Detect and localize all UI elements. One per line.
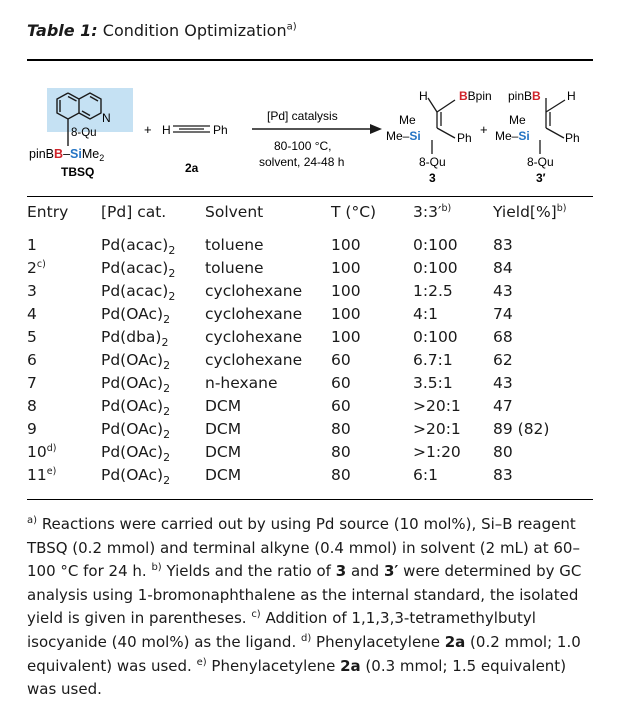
cell-entry: 6	[27, 350, 37, 369]
cell-entry: 9	[27, 419, 37, 438]
plus-sign-2: +	[480, 122, 488, 137]
table-row	[27, 279, 593, 302]
p3-ph: Ph	[457, 131, 472, 145]
reaction-scheme	[27, 68, 593, 188]
cell-solvent: DCM	[205, 465, 242, 484]
product-3-prime	[495, 89, 580, 185]
cell-ratio: 6.7:1	[413, 350, 453, 369]
p3p-qu: 8-Qu	[527, 155, 554, 169]
cell-catalyst: $Pd(OAc)_2$	[101, 350, 171, 372]
p3p-me-top: Me	[509, 113, 526, 127]
top-rule	[27, 59, 593, 61]
cell-ratio: 0:100	[413, 235, 458, 254]
cell-catalyst: $Pd(dba)_2$	[101, 327, 169, 349]
quinoline-n: N	[102, 111, 111, 125]
footnotes	[27, 513, 593, 702]
alkyne-ph: Ph	[213, 123, 228, 137]
table-row	[27, 463, 593, 486]
cell-ratio: >20:1	[413, 419, 461, 438]
reagent-label: TBSQ	[61, 165, 95, 179]
plus-sign-1: +	[144, 122, 152, 137]
header-catalyst: [Pd] cat.	[101, 203, 167, 221]
cell-yield: 83	[493, 465, 513, 484]
footnote-b: Yields and the ratio of 3 and 3′ were determined by GC analysis using 1-bromonaphthalene as the internal standard, the isolated yield is given in parentheses.	[27, 562, 582, 628]
alkyne-h: H	[162, 123, 171, 137]
table-caption	[27, 21, 297, 40]
cell-catalyst: $Pd(acac)_2$	[101, 281, 176, 303]
cell-solvent: DCM	[205, 419, 242, 438]
arrow-bottom-text-2: solvent, 24-48 h	[259, 155, 345, 169]
reagent-formula: pinBB–SiMe$_2$	[29, 147, 105, 163]
cell-temperature: 100	[331, 327, 361, 346]
p3-label: 3	[429, 171, 436, 185]
cell-entry: 5	[27, 327, 37, 346]
cell-temperature: 100	[331, 304, 361, 323]
table-row	[27, 224, 593, 256]
cell-solvent: cyclohexane	[205, 350, 303, 369]
header-entry: Entry	[27, 203, 69, 221]
cell-ratio: >1:20	[413, 442, 461, 461]
footnote-a-mark: a)	[27, 515, 38, 526]
cell-yield: 62	[493, 350, 513, 369]
cell-temperature: 80	[331, 442, 351, 461]
cell-solvent: cyclohexane	[205, 281, 303, 300]
alkyne-label: 2a	[185, 161, 199, 175]
quinoline-8qu: 8-Qu	[71, 127, 97, 139]
cell-catalyst: $Pd(OAc)_2$	[101, 465, 171, 487]
table-row	[27, 302, 593, 325]
cell-catalyst: $Pd(acac)_2$	[101, 258, 176, 280]
cell-catalyst: $Pd(OAc)_2$	[101, 396, 171, 418]
cell-temperature: 100	[331, 235, 361, 254]
cell-yield: 83	[493, 235, 513, 254]
footnote-d: Phenylacetylene 2a (0.2 mmol; 1.0 equivalent) was used.	[27, 632, 581, 675]
cell-entry: 3	[27, 281, 37, 300]
cell-catalyst: $Pd(acac)_2$	[101, 235, 176, 257]
cell-catalyst: $Pd(OAc)_2$	[101, 304, 171, 326]
cell-yield: 43	[493, 281, 513, 300]
cell-solvent: DCM	[205, 442, 242, 461]
footnote-a: Reactions were carried out by using Pd source (10 mol%), Si–B reagent TBSQ (0.2 mmol) and terminal alkyne (0.4 mmol) in solvent (2 mL) at 60–100 °C for 24 h.	[27, 515, 580, 581]
table-body	[27, 224, 593, 486]
table-row	[27, 325, 593, 348]
cell-solvent: cyclohexane	[205, 327, 303, 346]
cell-temperature: 100	[331, 281, 361, 300]
cell-temperature: 60	[331, 396, 351, 415]
cell-entry: 10$^{d)}$	[27, 442, 57, 461]
footnote-c-mark: c)	[251, 609, 261, 621]
cell-yield: 74	[493, 304, 513, 323]
cell-temperature: 80	[331, 465, 351, 484]
footnote-e: Phenylacetylene 2a (0.3 mmol; 1.5 equivalent) was used.	[27, 656, 567, 699]
product-3	[386, 89, 492, 185]
cell-solvent: n-hexane	[205, 373, 278, 392]
cell-entry: 11$^{e)}$	[27, 465, 57, 484]
cell-entry: 4	[27, 304, 37, 323]
table-row	[27, 371, 593, 394]
cell-solvent: toluene	[205, 235, 264, 254]
arrow-bottom-text-1: 80-100 °C,	[274, 139, 332, 153]
cell-yield: 84	[493, 258, 513, 277]
cell-temperature: 100	[331, 258, 361, 277]
p3-bpin: BBpin	[459, 89, 492, 103]
p3p-label: 3′	[536, 171, 546, 185]
title-footnote-mark: a)	[286, 21, 297, 33]
cell-yield: 43	[493, 373, 513, 392]
table-row	[27, 348, 593, 371]
p3p-ph: Ph	[565, 131, 580, 145]
table-label: Table 1:	[27, 21, 98, 40]
cell-temperature: 80	[331, 419, 351, 438]
header-yield: Yield[%]$^{b)}$	[493, 202, 567, 221]
cell-catalyst: $Pd(OAc)_2$	[101, 442, 171, 464]
bottom-rule	[27, 499, 593, 500]
header-temperature: T (°C)	[331, 203, 377, 221]
footnote-e-mark: e)	[196, 656, 207, 668]
header-solvent: Solvent	[205, 203, 264, 221]
footnote-c: Addition of 1,1,3,3-tetramethylbutyl isocyanide (40 mol%) as the ligand.	[27, 609, 536, 651]
cell-ratio: >20:1	[413, 396, 461, 415]
cell-solvent: cyclohexane	[205, 304, 303, 323]
cell-yield: 47	[493, 396, 513, 415]
p3p-h: H	[567, 89, 576, 103]
cell-catalyst: $Pd(OAc)_2$	[101, 419, 171, 441]
cell-temperature: 60	[331, 373, 351, 392]
conditions-table	[27, 200, 593, 486]
cell-entry: 7	[27, 373, 37, 392]
cell-ratio: 6:1	[413, 465, 438, 484]
cell-ratio: 0:100	[413, 327, 458, 346]
scheme-rule	[27, 196, 593, 197]
cell-ratio: 4:1	[413, 304, 438, 323]
table-row	[27, 394, 593, 417]
table-title: Condition Optimization	[102, 21, 287, 40]
cell-yield: 80	[493, 442, 513, 461]
footnote-d-mark: d)	[301, 632, 312, 644]
p3p-pinb: pinBB	[508, 89, 541, 103]
table-row	[27, 440, 593, 463]
cell-entry: 8	[27, 396, 37, 415]
p3-me-si: Me–Si	[386, 129, 421, 143]
header-row	[27, 200, 593, 224]
arrow-top-text: [Pd] catalysis	[267, 109, 338, 123]
tbsq-reagent	[29, 88, 133, 179]
cell-solvent: toluene	[205, 258, 264, 277]
cell-temperature: 60	[331, 350, 351, 369]
p3-qu: 8-Qu	[419, 155, 446, 169]
cell-ratio: 1:2.5	[413, 281, 453, 300]
table-row	[27, 417, 593, 440]
cell-ratio: 0:100	[413, 258, 458, 277]
reaction-arrow	[252, 109, 382, 169]
cell-yield: 89 (82)	[493, 419, 550, 438]
header-ratio: $3:3'^{b)}$	[413, 202, 452, 221]
cell-entry: 2$^{c)}$	[27, 258, 46, 277]
cell-ratio: 3.5:1	[413, 373, 453, 392]
p3-me-top: Me	[399, 113, 416, 127]
cell-solvent: DCM	[205, 396, 242, 415]
cell-catalyst: $Pd(OAc)_2$	[101, 373, 171, 395]
p3-h: H	[419, 89, 428, 103]
footnote-b-mark: b)	[151, 562, 162, 574]
p3p-me-si: Me–Si	[495, 129, 530, 143]
cell-entry: 1	[27, 235, 37, 254]
table-row	[27, 256, 593, 279]
alkyne-2a	[162, 123, 228, 175]
cell-yield: 68	[493, 327, 513, 346]
